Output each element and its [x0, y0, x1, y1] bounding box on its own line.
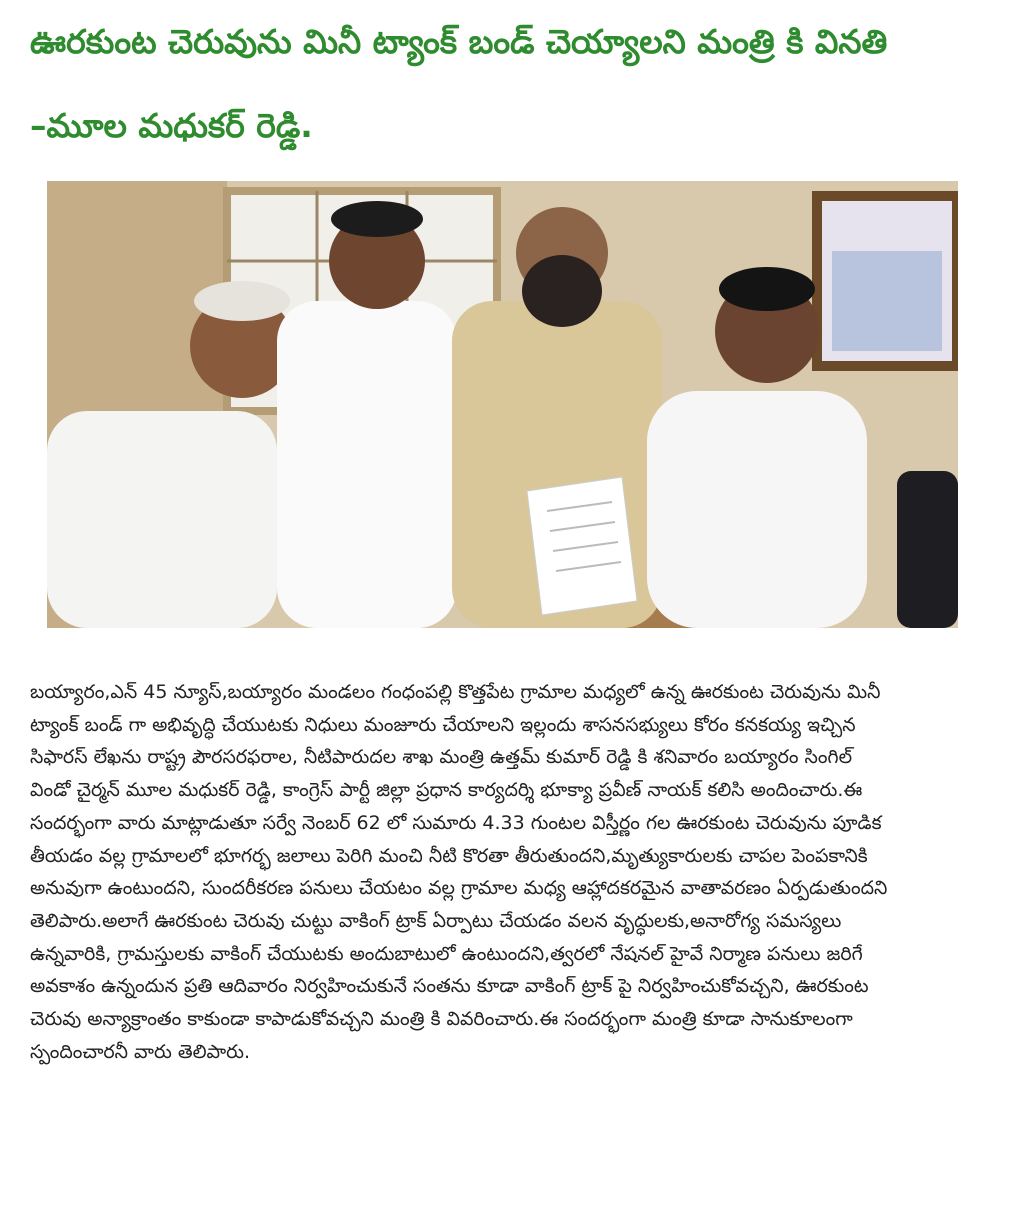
article-line: తెలిపారు.అలాగే ఊరకుంట చెరువు చుట్టు వాకింగ్ ట్రాక్ ఏర్పాటు చేయడం వలన వృద్ధులకు,అనారోగ్య సమస్యలు	[30, 909, 842, 932]
article-line: చెరువు అన్యాక్రాంతం కాకుండా కాపాడుకోవచ్చని మంత్రి కి వివరించారు.ఈ సందర్భంగా మంత్రి కూడా సానుకూలంగా	[30, 1008, 853, 1031]
headline-line-1: ఊరకుంట చెరువును మినీ ట్యాంక్ బండ్ చెయ్యాలని మంత్రి కి వినతి	[30, 22, 888, 61]
article-line: ట్యాంక్ బండ్ గా అభివృద్ధి చేయుటకు నిధులు మంజూరు చేయాలని ఇల్లందు శాసనసభ్యులు కోరం కనకయ్య ఇచ్చిన	[30, 713, 856, 736]
article-line: అవకాశం ఉన్నందున ప్రతి ఆదివారం నిర్వహించుకునే సంతను కూడా వాకింగ్ ట్రాక్ పై నిర్వహించుకోవచ్చని, ఊరకుంట	[30, 975, 869, 998]
article-line: స్పందించారనీ వారు తెలిపారు.	[30, 1040, 251, 1063]
article-line: సిఫారస్ లేఖను రాష్ట్ర పౌరసరఫరాల, నీటిపారుదల శాఖ మంత్రి ఉత్తమ్ కుమార్ రెడ్డి కి శనివారం బయ్యారం సింగిల్	[30, 746, 853, 769]
article-line: ఉన్నవారికి, గ్రామస్తులకు వాకింగ్ చేయుటకు అందుబాటులో ఉంటుందని,త్వరలో నేషనల్ హైవే నిర్మాణ పనులు జరిగే	[30, 942, 863, 965]
article-line: విండో చైర్మన్ మూల మధుకర్ రెడ్డి, కాంగ్రెస్ పార్టీ జిల్లా ప్రధాన కార్యదర్శి భూక్యా ప్రవీణ్ నాయక్ కలిసి అందించారు.ఈ	[30, 779, 863, 802]
article-line: బయ్యారం,ఎన్ 45 న్యూస్,బయ్యారం మండలం గంధంపల్లి కొత్తపేట గ్రామాల మధ్యలో ఉన్న ఊరకుంట చెరువును మినీ	[30, 681, 881, 703]
article-body	[30, 676, 990, 1068]
article-line: సందర్భంగా వారు మాట్లాడుతూ సర్వే నెంబర్ 62 లో సుమారు 4.33 గుంటల విస్తీర్ణం గల ఊరకుంట చెరువును పూడిక	[30, 811, 882, 834]
headline-line-2: –మూల మధుకర్ రెడ్డి.	[30, 106, 313, 145]
article-line: అనువుగా ఉంటుందని, సుందరీకరణ పనులు చేయటం వల్ల గ్రామాల మధ్య ఆహ్లాదకరమైన వాతావరణం ఏర్పడుతుందని	[30, 877, 888, 900]
article-line: తీయడం వల్ల గ్రామాలలో భూగర్భ జలాలు పెరిగి మంచి నీటి కొరతా తీరుతుందని,మృత్యుకారులకు చాపల పెంపకానికి	[30, 844, 868, 867]
news-photo	[47, 181, 958, 628]
